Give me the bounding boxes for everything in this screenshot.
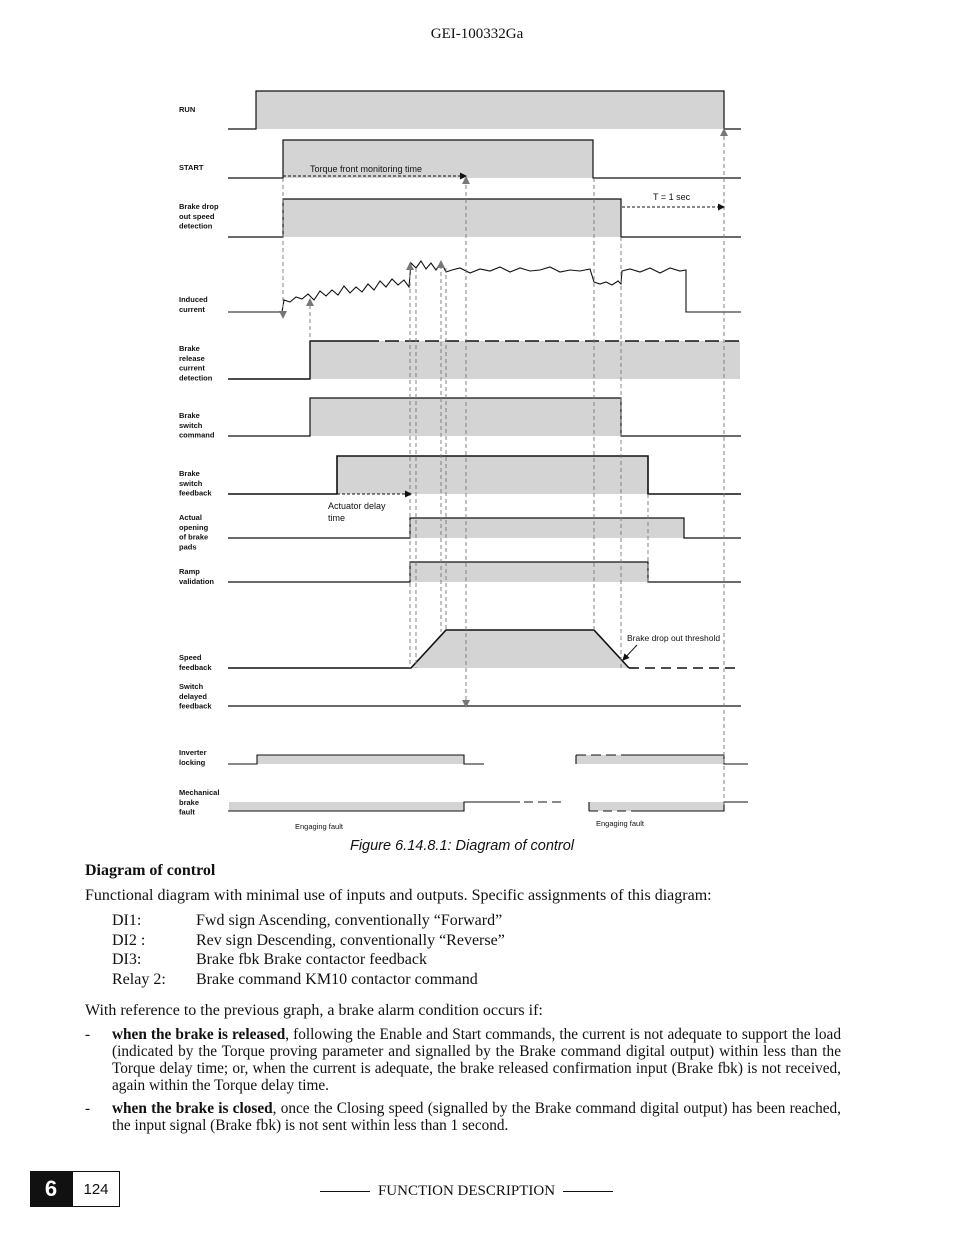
bullet-dash: - <box>85 1100 91 1117</box>
signal-label-mech-brake-fault: Mechanical <box>179 788 220 797</box>
start-signal <box>228 140 741 178</box>
signal-label-brake-switch-fbk: feedback <box>179 488 212 498</box>
mechanical-brake-fault-signal <box>228 802 748 811</box>
signal-label-switch-delayed: Switch <box>179 682 204 691</box>
page-number: 124 <box>72 1171 120 1207</box>
bullet-item <box>85 1100 841 1134</box>
bullet-bold: when the brake is closed <box>112 1100 273 1117</box>
ramp-validation-signal <box>228 562 741 582</box>
signal-label-actual-opening: opening <box>179 522 209 532</box>
signal-label-actual-opening: pads <box>179 542 197 552</box>
signal-label-induced-current: Induced <box>179 295 208 304</box>
engaging-fault-left-label: Engaging fault <box>295 822 343 831</box>
bullet-text: , once the Closing speed (signalled by the Brake command digital output) has been reached, the input signal (Brake fbk) is not sent within less than 1 second. <box>112 1100 842 1134</box>
signal-label-speed-feedback: Speed <box>179 653 202 662</box>
assignment-key: DI3: <box>112 951 142 968</box>
actuator-delay-label: Actuator delay <box>328 501 386 511</box>
signal-label-mech-brake-fault: fault <box>179 807 195 817</box>
torque-front-label: Torque front monitoring time <box>310 164 423 174</box>
assignment-value: Brake fbk Brake contactor feedback <box>196 951 427 968</box>
brake-switch-feedback-signal <box>228 456 741 494</box>
signal-label-brake-switch-cmd: command <box>179 430 215 440</box>
document-code: GEI-100332Ga <box>430 26 524 42</box>
section-intro: Functional diagram with minimal use of inputs and outputs. Specific assignments of this diagram: <box>85 887 712 904</box>
assignment-row <box>112 951 427 969</box>
signal-label-brake-release: Brake <box>179 344 200 353</box>
signal-label-switch-delayed: feedback <box>179 701 212 711</box>
assignment-key: DI2 : <box>112 932 146 949</box>
signal-label-speed-feedback: feedback <box>179 662 212 672</box>
brake-switch-command-signal <box>228 398 741 436</box>
bullet-item <box>85 1026 841 1094</box>
inverter-locking-signal <box>228 755 748 764</box>
brake-drop-signal <box>228 199 741 237</box>
signal-label-brake-switch-fbk: switch <box>179 478 203 488</box>
signal-label-brake-switch-cmd: switch <box>179 420 203 430</box>
assignment-value: Rev sign Descending, conventionally “Reverse” <box>196 932 505 949</box>
signal-label-switch-delayed: delayed <box>179 691 207 701</box>
signal-label-start: START <box>179 163 204 172</box>
assignment-key: Relay 2: <box>112 971 166 988</box>
assignment-row <box>112 912 502 930</box>
assignment-key: DI1: <box>112 912 142 929</box>
signal-label-brake-switch-fbk: Brake <box>179 469 200 478</box>
t-one-sec-label: T = 1 sec <box>653 192 691 202</box>
assignment-row <box>112 932 505 950</box>
signal-label-brake-drop: detection <box>179 221 213 231</box>
signal-label-brake-drop: Brake drop <box>179 202 219 211</box>
signal-label-mech-brake-fault: brake <box>179 797 200 807</box>
signal-label-brake-release: detection <box>179 373 213 383</box>
bullet-text: , following the Enable and Start commands, the current is not adequate to support the load (indicated by the Torque proving parameter and signalled by the Brake command digital output) within less than the Torque delay time; or, when the current is adequate, the brake released confirmation input (Brake fbk) is not received, again within the Torque delay time. <box>112 1026 841 1094</box>
bullet-bold: when the brake is released <box>112 1026 286 1043</box>
signal-label-actual-opening: Actual <box>179 513 202 522</box>
signal-label-actual-opening: of brake <box>179 532 209 542</box>
induced-current-signal <box>228 261 741 312</box>
footer-text: FUNCTION DESCRIPTION <box>377 1183 556 1199</box>
figure-caption: Figure 6.14.8.1: Diagram of control <box>349 838 575 854</box>
footer <box>320 1183 613 1200</box>
run-signal <box>228 91 741 129</box>
threshold-pointer <box>623 645 637 660</box>
signal-label-brake-release: release <box>179 353 205 363</box>
engaging-fault-right-label: Engaging fault <box>596 819 644 828</box>
chapter-number: 6 <box>30 1171 72 1207</box>
brake-drop-threshold-label: Brake drop out threshold <box>627 633 721 643</box>
bullet-dash: - <box>85 1026 91 1043</box>
section-title: Diagram of control <box>85 862 216 879</box>
signal-label-brake-switch-cmd: Brake <box>179 411 200 420</box>
actual-opening-signal <box>228 518 741 538</box>
signal-label-inverter-locking: Inverter <box>179 748 207 757</box>
signal-label-ramp-validation: Ramp <box>179 567 200 576</box>
assignment-row <box>112 971 478 989</box>
signal-label-brake-drop: out speed <box>179 211 215 221</box>
signal-label-brake-release: current <box>179 363 205 373</box>
reference-sentence: With reference to the previous graph, a brake alarm condition occurs if: <box>85 1002 543 1019</box>
signal-label-inverter-locking: locking <box>179 757 206 767</box>
brake-release-signal <box>228 341 740 379</box>
signal-label-induced-current: current <box>179 304 205 314</box>
actuator-delay-label-2: time <box>328 513 346 523</box>
signal-label-ramp-validation: validation <box>179 576 215 586</box>
assignment-value: Brake command KM10 contactor command <box>196 971 478 988</box>
assignment-value: Fwd sign Ascending, conventionally “Forward” <box>196 912 503 929</box>
signal-label-run: RUN <box>179 105 196 114</box>
